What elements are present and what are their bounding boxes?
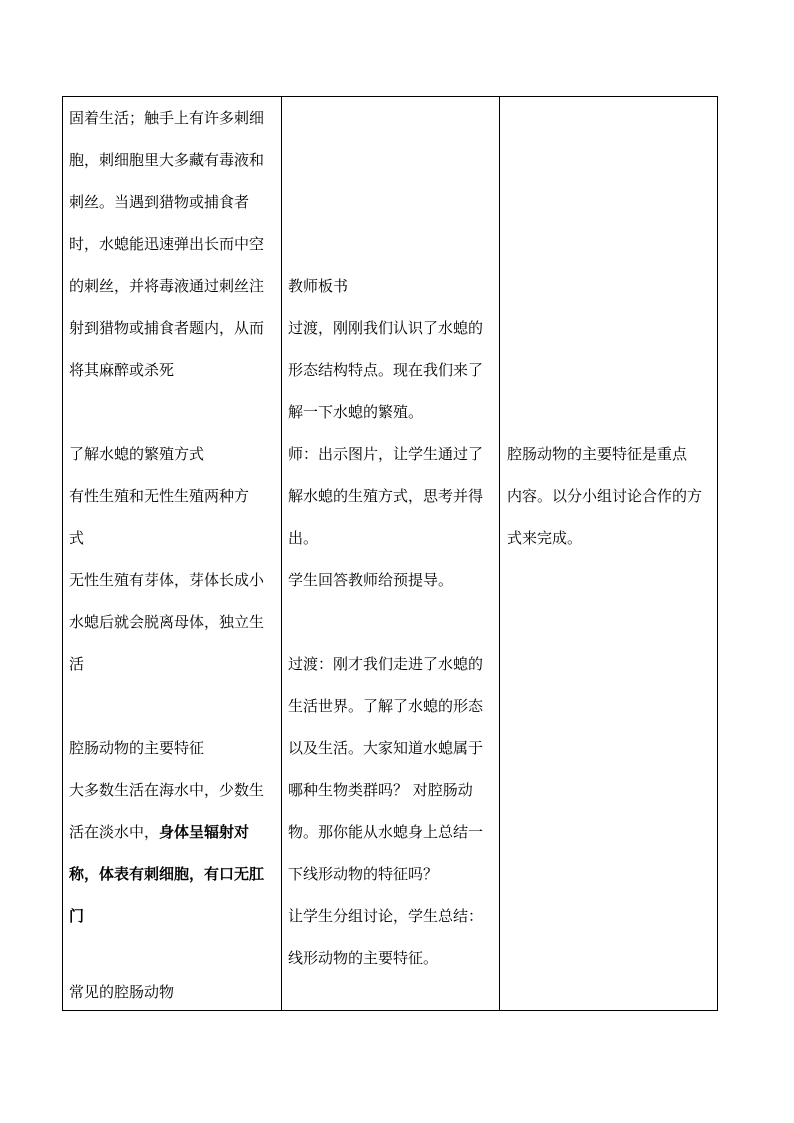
text-line: 教师板书 (288, 277, 349, 295)
text-line (69, 822, 249, 842)
text-line: 刺丝。当遇到猎物或捕食者 (69, 193, 250, 211)
text-line: 线形动物的主要特征。 (288, 949, 439, 967)
text-line: 常见的腔肠动物 (69, 983, 175, 1001)
text-line: 过渡：刚才我们走进了水螅的 (288, 655, 484, 673)
column-design-intent (500, 97, 717, 1010)
text-line: 哪种生物类群吗？ 对腔肠动 (288, 781, 473, 799)
text-line: 以及生活。大家知道水螅属于 (288, 739, 484, 757)
text-line: 了解水螅的繁殖方式 (69, 445, 205, 463)
text-line: 射到猎物或捕食者题内，从而 (69, 319, 265, 337)
text-line: 形态结构特点。现在我们来了 (288, 361, 484, 379)
column-content (63, 97, 282, 1010)
text-line: 时，水螅能迅速弹出长而中空 (69, 235, 265, 253)
text-line: 的刺丝，并将毒液通过刺丝注 (69, 277, 265, 295)
column-teacher-activity (282, 97, 500, 1010)
bold-text: 身体呈辐射对 (159, 823, 250, 841)
bold-text-line: 门 (69, 907, 85, 925)
text-line: 生活世界。了解了水螅的形态 (288, 697, 484, 715)
text-line: 出。 (288, 529, 319, 547)
text-line: 让学生分组讨论，学生总结： (288, 907, 484, 925)
text-line: 式 (69, 529, 85, 547)
text-line: 无性生殖有芽体，芽体长成小 (69, 571, 265, 589)
text-line: 物。那你能从水螅身上总结一 (288, 823, 484, 841)
text-line: 过渡，刚刚我们认识了水螅的 (288, 319, 484, 337)
text-line: 解一下水螅的繁殖。 (288, 403, 424, 421)
text-line: 腔肠动物的主要特征 (69, 739, 205, 757)
text-line: 活 (69, 655, 85, 673)
text-line: 有性生殖和无性生殖两种方 (69, 487, 250, 505)
text-line: 固着生活；触手上有许多刺细 (69, 109, 265, 127)
text-line: 学生回答教师给预提导。 (288, 571, 454, 589)
text-line: 大多数生活在海水中，少数生 (69, 781, 265, 799)
text-span: 活在淡水中， (69, 823, 160, 841)
text-line: 师：出示图片，让学生通过了 (288, 445, 484, 463)
text-line: 胞，刺细胞里大多藏有毒液和 (69, 151, 265, 169)
text-line: 下线形动物的特征吗？ (288, 865, 439, 883)
lesson-table (62, 96, 718, 1011)
text-line: 解水螅的生殖方式，思考并得 (288, 487, 484, 505)
text-line: 腔肠动物的主要特征是重点 (507, 445, 688, 463)
text-line: 将其麻醉或杀死 (69, 361, 175, 379)
bold-text-line: 称，体表有刺细胞，有口无肛 (69, 865, 265, 883)
text-line: 内容。以分小组讨论合作的方 (507, 487, 703, 505)
text-line: 水螅后就会脱离母体，独立生 (69, 613, 265, 631)
text-line: 式来完成。 (507, 529, 583, 547)
